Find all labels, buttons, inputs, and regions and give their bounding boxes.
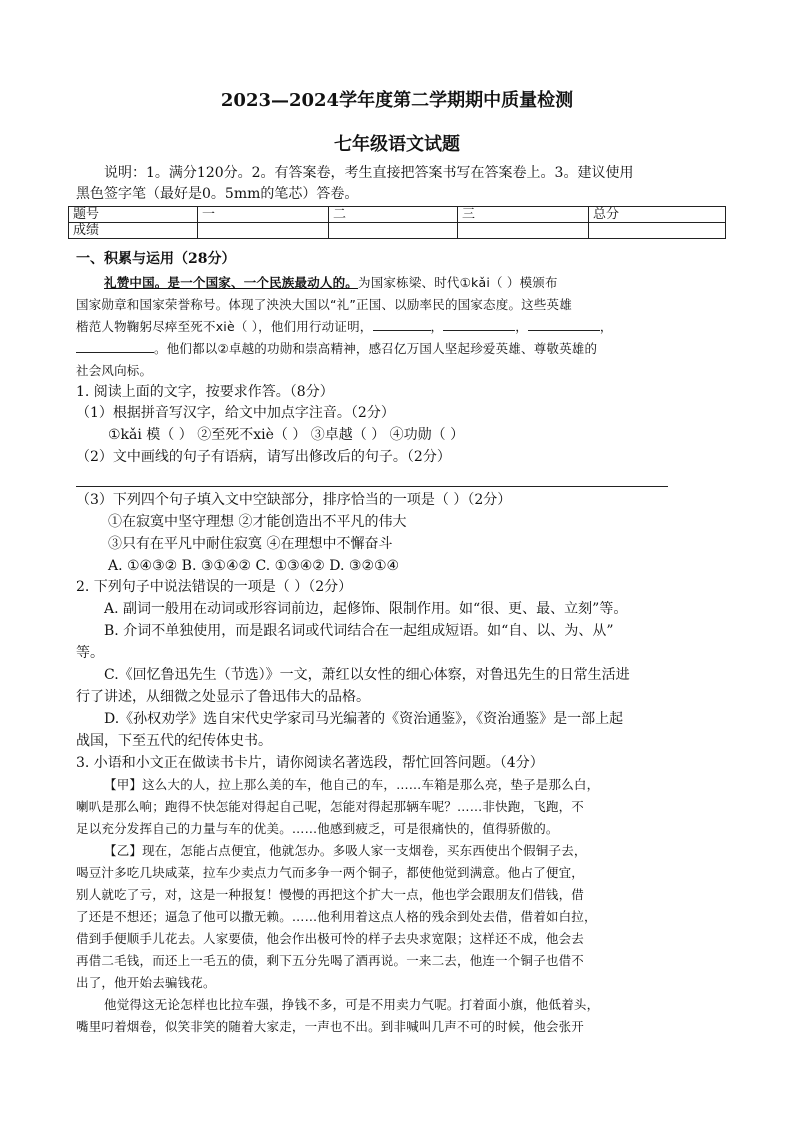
comma: ， [430,319,444,334]
passage-line-5: 社会风向标。 [76,363,153,378]
score-input-cell[interactable] [198,223,329,239]
table-row [69,207,726,223]
exam-title: 2023—2024学年度第二学期期中质量检测 [220,90,574,111]
question-2-option-b-cont: 等。 [76,645,104,661]
answer-choices: A. ①④③② B. ③①④② C. ①③④② D. ③②①④ [108,558,400,574]
excerpt-yi-line-7: 出了，他开始去骗钱花。 [76,975,216,990]
table-row [69,223,726,239]
answer-blank[interactable] [373,330,431,331]
exam-subtitle: 七年级语文试题 [334,134,460,155]
excerpt-yi-line-4: 了还是不想还；逼急了他可以撒无赖。……他利用着这点人格的残余到处去借，借着如白拉， [76,909,597,924]
table-cell: 一 [198,207,329,223]
score-input-cell[interactable] [329,223,458,239]
instructions-line-1: 说明：1。满分120分。2。有答案卷，考生直接把答案书写在答案卷上。3。建议使用 [104,165,634,181]
comma: ， [599,319,613,334]
instructions-line-2: 黑色签字笔（最好是0。5mm的笔芯）答卷。 [76,186,359,202]
question-2-option-d-cont: 战国，下至五代的纪传体史书。 [76,733,272,749]
table-cell: 三 [458,207,589,223]
options-row-2: ③只有在平凡中耐住寂寞 ④在理想中不懈奋斗 [108,536,393,552]
answer-blank[interactable] [443,330,515,331]
excerpt-para2-line-1: 他觉得这无论怎样也比拉车强，挣钱不多，可是不用卖力气呢。打着面小旗，他低着头， [104,997,600,1012]
excerpt-yi-line-5: 借到手便顺手儿花去。人家要债，他会作出极可怜的样子去央求宽限；这样还不成，他会去 [76,931,585,946]
score-input-cell[interactable] [458,223,589,239]
excerpt-jia-line-2: 喇叭是那么响；跑得不快怎能对得起自己呢，怎能对得起那辆车呢？……非快跑，飞跑，不 [76,799,585,814]
passage-line-3 [76,317,736,337]
section-heading: 一、积累与运用（28分） [76,251,236,267]
score-input-cell[interactable] [589,223,726,239]
table-cell: 二 [329,207,458,223]
passage-text: 楷范人物鞠躬尽瘁至死不xiè（ ），他们用行动证明， [76,319,373,334]
excerpt-yi-line-1: 【乙】现在，怎能占点便宜，他就怎办。多吸人家一支烟卷，买东西使出个假铜子去， [104,843,587,858]
question-2-option-b: B. 介词不单独使用，而是跟名词或代词结合在一起组成短语。如“自、以、为、从” [104,623,614,639]
options-row-1: ①在寂寞中坚守理想 ②才能创造出不平凡的伟大 [108,514,407,530]
passage-line-1 [76,273,764,293]
answer-line[interactable] [76,485,668,487]
question-1-sub-1: （1）根据拼音写汉字，给文中加点字注音。（2分） [76,405,395,421]
excerpt-para2-line-2: 嘴里叼着烟卷，似笑非笑的随着大家走，一声也不出。到非喊叫几声不可的时候，他会张开 [76,1019,585,1034]
question-1-sub-2: （2）文中画线的句子有语病，请写出修改后的句子。（2分） [76,449,451,465]
question-2-stem: 2. 下列句子中说法错误的一项是（ ）（2分） [76,579,353,595]
question-1-stem: 1. 阅读上面的文字，按要求作答。（8分） [76,384,334,400]
passage-line-2: 国家勋章和国家荣誉称号。体现了泱泱大国以“礼”正国、以励率民的国家态度。这些英雄 [76,297,572,312]
excerpt-yi-line-6: 再借二毛钱，而还上一毛五的债，剩下五分先喝了酒再说。一来二去，他连一个铜子也借不 [76,953,585,968]
question-3-stem: 3. 小语和小文正在做读书卡片，请你阅读名著选段，帮忙回答问题。（4分） [76,755,544,771]
question-2-option-c-cont: 行了讲述，从细微之处显示了鲁迅伟大的品格。 [76,689,370,705]
table-cell: 总分 [589,207,726,223]
excerpt-jia-line-1: 【甲】这么大的人，拉上那么美的车，他自己的车，……车箱是那么亮，垫子是那么白， [104,777,600,792]
question-2-option-c: C.《回忆鲁迅先生（节选）》一文，萧红以女性的细心体察，对鲁迅先生的日常生活进 [104,667,630,683]
answer-blank[interactable] [76,352,154,353]
excerpt-yi-line-2: 喝豆汁多吃几块咸菜，拉车少卖点力气而多争一两个铜子，都使他觉到满意。他占了便宜， [76,865,585,880]
underlined-sentence: 礼赞中国。是一个国家、一个民族最动人的。 [104,275,359,290]
passage-line-4 [76,339,736,359]
comma: ， [515,319,528,334]
question-1-sub-1-items: ①kǎi 模（ ） ②至死不xiè（ ） ③卓越（ ） ④功勋（ ） [108,427,465,443]
score-table [68,206,726,239]
passage-text: 。他们都以②卓越的功勋和崇高精神，感召亿万国人坚起珍爱英雄、尊敬英雄的 [154,341,598,356]
passage-text: 为国家栋梁、时代①kǎi（ ）模颁布 [358,275,558,290]
excerpt-jia-line-3: 足以充分发挥自己的力量与车的优美。……他感到疲乏，可是很痛快的，值得骄傲的。 [76,821,559,836]
table-cell: 成绩 [69,223,198,239]
question-2-option-a: A. 副词一般用在动词或形容词前边，起修饰、限制作用。如“很、更、最、立刻”等。 [104,601,628,617]
question-1-sub-3: （3）下列四个句子填入文中空缺部分，排序恰当的一项是（ ）（2分） [76,492,512,508]
question-2-option-d: D.《孙权劝学》选自宋代史学家司马光编著的《资治通鉴》，《资治通鉴》是一部上起 [104,711,624,727]
table-cell: 题号 [69,207,198,223]
answer-blank[interactable] [528,330,600,331]
excerpt-yi-line-3: 别人就吃了亏，对，这是一种报复！慢慢的再把这个扩大一点，他也学会跟朋友们借钱，借 [76,887,585,902]
